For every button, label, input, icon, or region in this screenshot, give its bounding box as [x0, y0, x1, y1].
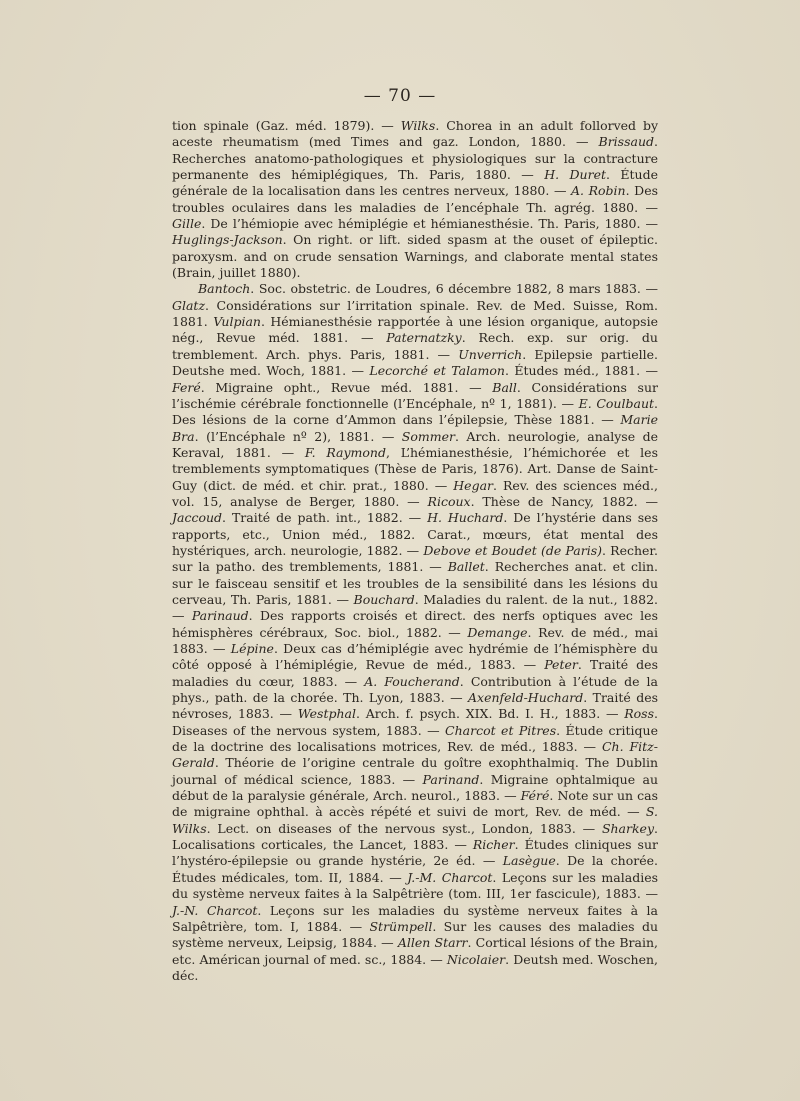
author-name: Ch. Fitz-Gerald — [172, 739, 658, 771]
author-name: Marie Bra — [172, 412, 658, 444]
author-name: Féré — [520, 788, 550, 804]
author-name: F. Raymond — [304, 444, 386, 460]
author-name: Lépine — [230, 641, 274, 656]
text-segment: . Deux cas d’hémiplégie avec hydrémie de l’hémisphère du côté opposé à l’hémiplégie, Revue de méd., 1883. — — [172, 641, 659, 673]
author-name: Parinand — [422, 771, 480, 787]
text-segment: . Diseases of the nervous system, 1883. — — [172, 706, 658, 738]
text-segment: . Des troubles oculaires dans les maladies de l’encéphale Th. agrég. 1880. — — [172, 183, 659, 215]
text-segment: . Chorea in an adult follorved by aceste rheumatism (med Times and gaz. London, 1880. — — [172, 118, 659, 150]
text-segment: . Migraine opht., Revue méd. 1881. — — [200, 379, 493, 395]
author-name: Jaccoud — [172, 510, 223, 526]
author-name: H. Huchard — [427, 510, 504, 526]
author-name: Feré — [172, 379, 201, 395]
text-segment: , L’hémianesthésie, l’hémichorée et les tremblements symptomatiques (Thèse de Paris, 1876). Art. Danse de Saint-Guy (dict. de méd. et chir. prat., 1880. — — [172, 444, 658, 493]
text-segment: . Lect. on diseases of the nervous syst., London, 1883. — — [206, 820, 602, 836]
text-segment: . Epilepsie partielle. Deutshe med. Woch, 1881. — — [172, 346, 659, 379]
text-segment: . Leçons sur les maladies du système nerveux faites à la Salpêtrière (tom. III, 1er fascicule), 1883. — — [172, 869, 658, 902]
text-segment: . Rev. de méd., mai 1883. — — [172, 624, 658, 656]
text-segment: . Des lésions de la corne d’Ammon dans l’épilepsie, Thèse 1881. — — [172, 395, 658, 428]
text-segment: . Théorie de l’origine centrale du goître exophthalmiq. The Dublin journal of médical science, 1883. — — [172, 755, 658, 787]
author-name: Wilks — [400, 118, 436, 133]
text-segment: . Soc. obstetric. de Loudres, 6 décembre 1882, 8 mars 1883. — — [250, 281, 658, 297]
text-segment: . Études cliniques sur l’hystéro-épilepsie ou grande hystérie, 2e éd. — — [172, 837, 658, 869]
text-segment: . Études méd., 1881. — — [504, 363, 658, 379]
text-segment: . De l’hémiopie avec hémiplégie et hémianesthésie. Th. Paris, 1880. — — [201, 216, 658, 232]
text-segment: . Traité des névroses, 1883. — — [172, 690, 659, 722]
text-segment: . Arch. f. psych. XIX. Bd. I. H., 1883. — — [355, 706, 625, 722]
author-name: Parinaud — [191, 608, 249, 624]
paragraph-p2 — [172, 281, 658, 984]
text-segment: . On right. or lift. sided spasm at the ouset of épileptic. paroxysm. and on crude sensation Warnings, and claborate mental states (Brain, juillet 1880). — [172, 232, 658, 281]
text-segment: . De la chorée. Études médicales, tom. II, 1884. — — [172, 853, 658, 885]
text-segment: . Recher. sur la patho. des tremblements, 1881. — — [172, 542, 659, 575]
author-name: Ballet — [447, 559, 485, 575]
text-segment: . Maladies du ralent. de la nut., 1882. — — [172, 591, 658, 624]
text-body — [172, 118, 658, 984]
author-name: Hegar — [453, 477, 493, 493]
text-segment: . Considérations sur l’ischémie cérébrale fonctionnelle (l’Encéphale, nº 1, 1881). — — [172, 379, 658, 411]
author-name: Nicolaier — [446, 951, 506, 967]
author-name: Debove et Boudet (de Paris) — [423, 542, 602, 558]
text-segment: . Leçons sur les maladies du système nerveux faites à la Salpêtrière, tom. I, 1884. — — [172, 902, 658, 934]
text-segment: . Hémianesthésie rapportée à une lésion organique, autopsie nég., Revue méd. 1881. — — [172, 314, 658, 346]
text-segment: . Considérations sur l’irritation spinale. Rev. de Med. Suisse, Rom. 1881. — [172, 297, 658, 330]
text-segment: . Migraine ophtalmique au début de la paralysie générale, Arch. neurol., 1883. — — [172, 771, 659, 804]
author-name: J.-N. Charcot — [172, 902, 258, 918]
author-name: Sharkey — [601, 820, 655, 836]
text-segment: . Localisations corticales, the Lancet, 1883. — — [172, 820, 658, 853]
author-name: Peter — [544, 657, 578, 673]
author-name: A. Foucherand — [364, 673, 460, 689]
text-segment: . Étude générale de la localisation dans les centres nerveux, 1880. — — [172, 167, 658, 199]
author-name: H. Duret — [544, 167, 606, 183]
text-segment: . Rech. exp. sur orig. du tremblement. Arch. phys. Paris, 1881. — — [172, 330, 658, 362]
author-name: Westphal — [297, 706, 356, 722]
author-name: Unverrich — [458, 346, 523, 362]
author-name: Lasègue — [502, 853, 556, 869]
text-segment: . Traité des maladies du cœur, 1883. — — [172, 657, 658, 689]
author-name: Allen Starr — [397, 935, 468, 951]
text-segment: . Arch. neurologie, analyse de Keraval, 1881. — — [172, 428, 658, 460]
text-segment: tion spinale (Gaz. méd. 1879). — — [172, 118, 401, 133]
paragraph-p1 — [172, 118, 658, 281]
author-name: Ball — [492, 379, 517, 395]
author-name: Charcot et Pitres — [445, 722, 557, 738]
author-name: Strümpell — [369, 918, 433, 934]
author-name: E. Coulbaut — [578, 395, 655, 411]
author-name: Vulpian — [213, 314, 261, 330]
text-segment: . Recherches anat. et clin. sur le faisceau sensitif et les troubles de la sensibilité dans les lésions du cerveau, Th. Paris, 1881. — — [172, 559, 658, 607]
author-name: Lecorché et Talamon — [369, 363, 505, 379]
author-name: Bantoch — [198, 281, 251, 297]
author-name: Gille — [172, 216, 202, 232]
text-segment: . Recherches anatomo-pathologiques et physiologiques sur la contracture permanente des hémiplégiques, Th. Paris, 1880. — — [172, 134, 658, 183]
author-name: Huglings-Jackson — [172, 232, 283, 248]
author-name: Glatz — [172, 297, 206, 313]
text-segment: . Deutsh med. Woschen, déc. — [172, 951, 658, 983]
text-segment: . Contribution à l’étude de la phys., path. de la chorée. Th. Lyon, 1883. — — [172, 673, 658, 706]
author-name: Richer — [472, 837, 515, 853]
text-segment: . (l’Encéphale nº 2), 1881. — — [194, 428, 402, 444]
author-name: Demange — [467, 624, 528, 640]
author-name: Sommer — [401, 428, 455, 444]
author-name: J.-M. Charcot — [407, 869, 493, 885]
text-segment: . Note sur un cas de migraine ophthal. à accès répété et suivi de mort, Rev. de méd. — — [172, 788, 658, 820]
text-segment: . Sur les causes des maladies du système nerveux, Leipsig, 1884. — — [172, 918, 658, 951]
text-segment: . Étude critique de la doctrine des localisations motrices, Rev. de méd., 1883. — — [172, 722, 658, 755]
text-segment: . Rev. des sciences méd., vol. 15, analyse de Berger, 1880. — — [172, 477, 658, 509]
text-segment: . Thèse de Nancy, 1882. — — [470, 493, 658, 509]
text-segment: . Cortical lésions of the Brain, etc. Américan journal of med. sc., 1884. — — [172, 935, 659, 967]
author-name: Bouchard — [353, 591, 415, 607]
text-segment: . Traité de path. int., 1882. — — [222, 510, 428, 526]
author-name: Paternatzky — [386, 330, 462, 346]
author-name: Ricoux — [427, 493, 471, 509]
author-name: S. Wilks — [172, 804, 658, 836]
author-name: Axenfeld-Huchard — [468, 690, 584, 706]
text-segment: . De l’hystérie dans ses rapports, etc., Union méd., 1882. Carat., mœurs, état mental des hystériques, arch. neurologie, 1882. — — [172, 510, 658, 558]
author-name: Brissaud — [598, 134, 655, 150]
author-name: Ross — [624, 706, 655, 722]
author-name: A. Robin — [571, 183, 626, 199]
text-segment: . Des rapports croisés et direct. des nerfs optiques avec les hémisphères cérébraux, Soc. biol., 1882. — — [172, 608, 658, 640]
page-number: — 70 — — [363, 86, 437, 106]
